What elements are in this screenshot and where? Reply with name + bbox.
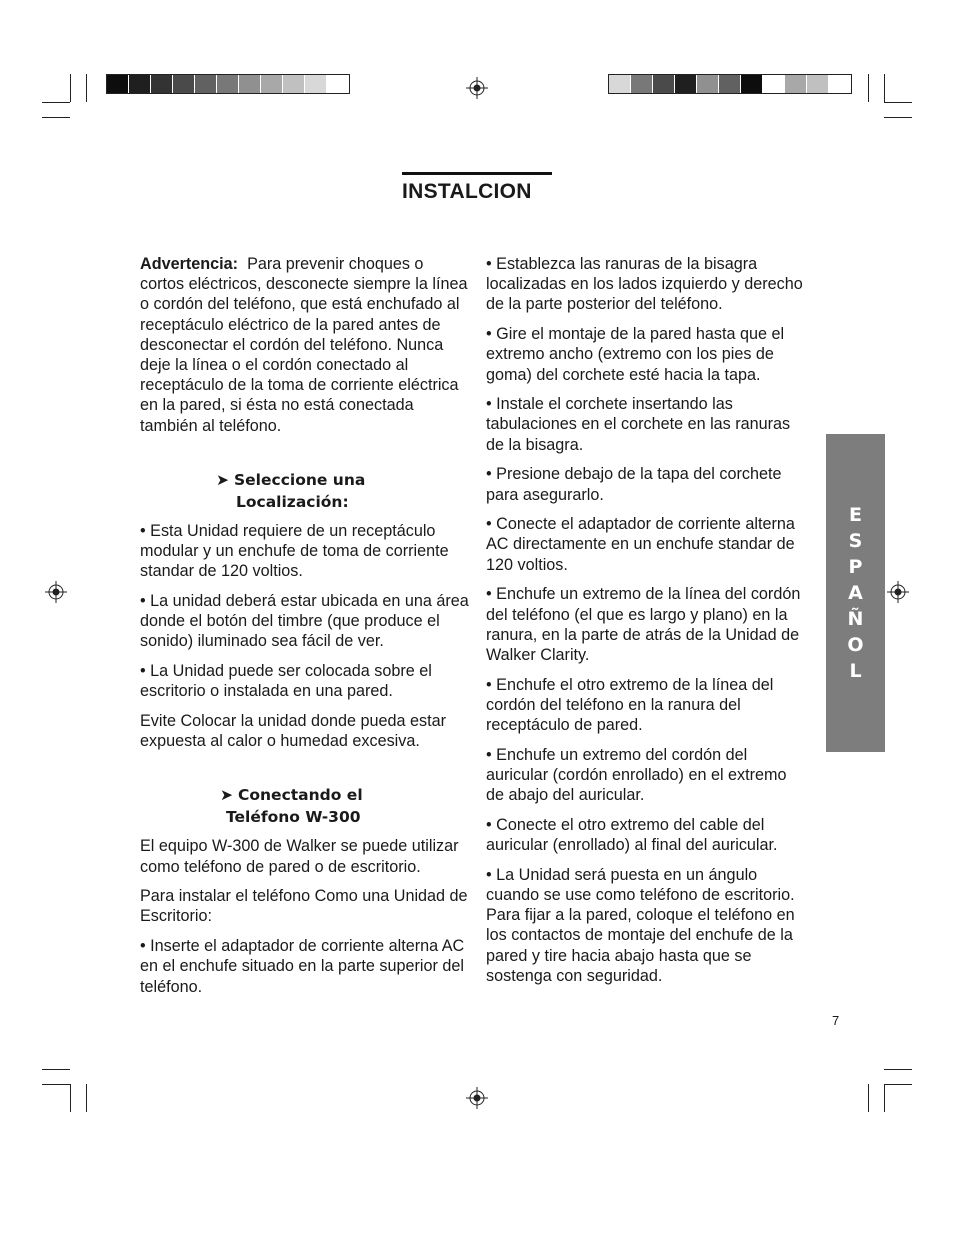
crop-mark bbox=[884, 1084, 885, 1112]
arrow-bullet-icon: ➤ bbox=[220, 786, 233, 805]
color-swatch bbox=[129, 75, 151, 93]
side-tab-letter: E bbox=[849, 504, 862, 526]
crop-mark bbox=[884, 102, 912, 103]
side-tab-letter: O bbox=[847, 634, 864, 656]
registration-mark-icon bbox=[45, 581, 67, 603]
color-swatch bbox=[107, 75, 129, 93]
color-swatch bbox=[283, 75, 305, 93]
side-tab-letter: L bbox=[849, 660, 862, 682]
crop-mark bbox=[884, 117, 912, 118]
section-heading bbox=[140, 784, 470, 828]
color-swatch bbox=[741, 75, 763, 93]
color-swatch bbox=[151, 75, 173, 93]
crop-mark bbox=[42, 1069, 70, 1070]
color-swatch bbox=[675, 75, 697, 93]
color-swatch bbox=[609, 75, 631, 93]
language-side-tab bbox=[826, 434, 885, 752]
side-tab-letter: Ñ bbox=[847, 608, 864, 630]
registration-mark-icon bbox=[887, 581, 909, 603]
paragraph: • La Unidad será puesta en un ángulo cuando se use como teléfono de escritorio. Para fijar a la pared, coloque el teléfono en los contactos de montaje del enchufe de la pared y tire hacia abajo hasta que se sostenga con seguridad. bbox=[486, 865, 795, 985]
crop-mark bbox=[86, 1084, 87, 1112]
crop-mark bbox=[42, 102, 70, 103]
paragraph: Para instalar el teléfono Como una Unidad de Escritorio: bbox=[140, 887, 468, 926]
crop-mark bbox=[884, 1084, 912, 1085]
heading-line1: Seleccione una bbox=[234, 470, 366, 489]
heading-line2: Localización: bbox=[236, 492, 349, 511]
color-swatch bbox=[195, 75, 217, 93]
page-title: INSTALCION bbox=[402, 180, 532, 203]
section-heading bbox=[140, 469, 470, 513]
crop-mark bbox=[42, 117, 70, 118]
color-swatch bbox=[239, 75, 261, 93]
color-swatch bbox=[763, 75, 785, 93]
color-swatch bbox=[697, 75, 719, 93]
color-swatch bbox=[829, 75, 851, 93]
color-calibration-bar-right bbox=[608, 74, 852, 94]
paragraph: • Enchufe un extremo de la línea del cordón del teléfono (el que es largo y plano) en la ranura, en la parte de atrás de la Unidad de Walker Clarity. bbox=[486, 585, 801, 664]
left-column bbox=[140, 254, 470, 1006]
crop-mark bbox=[42, 1084, 70, 1085]
crop-mark bbox=[86, 74, 87, 102]
registration-mark-icon bbox=[466, 1087, 488, 1109]
crop-mark bbox=[884, 74, 885, 102]
arrow-bullet-icon: ➤ bbox=[216, 470, 229, 489]
color-calibration-bar-left bbox=[106, 74, 350, 94]
side-tab-letter: S bbox=[848, 530, 863, 552]
crop-mark bbox=[884, 1069, 912, 1070]
color-swatch bbox=[785, 75, 807, 93]
title-rule bbox=[402, 172, 552, 175]
warning-paragraph bbox=[140, 254, 470, 436]
color-swatch bbox=[173, 75, 195, 93]
side-tab-letter: A bbox=[848, 582, 863, 604]
paragraph: • Enchufe el otro extremo de la línea del cordón del teléfono en la ranura del receptáculo de pared. bbox=[486, 675, 774, 735]
paragraph: • Enchufe un extremo del cordón del auricular (cordón enrollado) en el extremo de abajo del auricular. bbox=[486, 745, 787, 805]
color-swatch bbox=[807, 75, 829, 93]
crop-mark bbox=[70, 1084, 71, 1112]
paragraph: • Establezca las ranuras de la bisagra localizadas en los lados izquierdo y derecho de la parte posterior del teléfono. bbox=[486, 255, 803, 314]
paragraph: • Presione debajo de la tapa del corchete para asegurarlo. bbox=[486, 465, 782, 504]
paragraph: • La unidad deberá estar ubicada en una área donde el botón del timbre (que produce el sonido) iluminado sea fácil de ver. bbox=[140, 591, 469, 651]
heading-line1: Conectando el bbox=[238, 786, 363, 805]
heading-line2: Teléfono W-300 bbox=[226, 808, 361, 827]
paragraph: Evite Colocar la unidad donde pueda estar expuesta al calor o humedad excesiva. bbox=[140, 711, 446, 751]
paragraph: • Inserte el adaptador de corriente alterna AC en el enchufe situado en la parte superior del teléfono. bbox=[140, 937, 465, 996]
warning-label: Advertencia: bbox=[140, 255, 239, 273]
paragraph: • Conecte el otro extremo del cable del auricular (enrollado) al final del auricular. bbox=[486, 815, 778, 855]
crop-mark bbox=[868, 1084, 869, 1112]
color-swatch bbox=[327, 75, 349, 93]
color-swatch bbox=[631, 75, 653, 93]
crop-mark bbox=[868, 74, 869, 102]
color-swatch bbox=[217, 75, 239, 93]
paragraph: • Instale el corchete insertando las tabulaciones en el corchete en las ranuras de la bisagra. bbox=[486, 395, 791, 454]
right-column bbox=[486, 254, 808, 996]
color-swatch bbox=[305, 75, 327, 93]
side-tab-letter: P bbox=[848, 556, 863, 578]
paragraph: • Conecte el adaptador de corriente alterna AC directamente en un enchufe standar de 120 voltios. bbox=[486, 515, 795, 574]
warning-text: Para prevenir choques o cortos eléctricos, desconecte siempre la línea o cordón del teléfono, que está enchufado al receptáculo eléctrico de la pared antes de desconectar el cordón del teléfono. Nunca deje la línea o el cordón conectado al receptáculo de la toma de corriente eléctrica en la pared, si ésta no está conectada también al teléfono. bbox=[140, 255, 468, 435]
registration-mark-icon bbox=[466, 77, 488, 99]
paragraph: • La Unidad puede ser colocada sobre el escritorio o instalada en una pared. bbox=[140, 662, 432, 701]
color-swatch bbox=[719, 75, 741, 93]
color-swatch bbox=[261, 75, 283, 93]
paragraph: • Esta Unidad requiere de un receptáculo modular y un enchufe de toma de corriente standar de 120 voltios. bbox=[140, 521, 449, 581]
paragraph: • Gire el montaje de la pared hasta que el extremo ancho (extremo con los pies de goma) del corchete esté hacia la tapa. bbox=[486, 325, 785, 384]
crop-mark bbox=[70, 74, 71, 102]
color-swatch bbox=[653, 75, 675, 93]
paragraph: El equipo W-300 de Walker se puede utilizar como teléfono de pared o de escritorio. bbox=[140, 837, 459, 876]
page-number: 7 bbox=[832, 1013, 840, 1028]
